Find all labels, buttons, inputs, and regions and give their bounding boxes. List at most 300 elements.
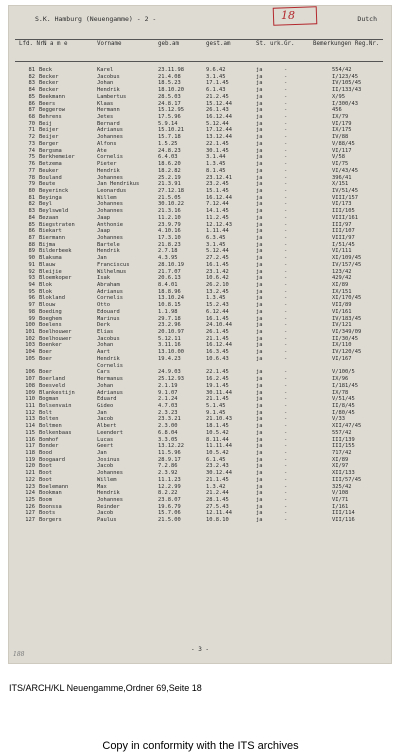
cell-surname: Boelens [39, 322, 62, 329]
cell-surname: Becker [39, 80, 59, 87]
cell-nr: 83 [28, 208, 35, 215]
cell-born: 9.1.07 [158, 389, 178, 396]
cell-born: 1.1.98 [158, 308, 178, 315]
cell-born: 29.7.18 [158, 315, 181, 322]
table-row [13, 80, 385, 87]
cell-died: 17.12.44 [206, 127, 232, 134]
cell-first-name: Johannes [97, 174, 123, 181]
cell-surname: Boelhouwer [39, 329, 72, 336]
cell-born: 4.7.03 [158, 402, 178, 409]
cell-first-name: Albert [97, 423, 117, 430]
cell-died: 15.12.44 [206, 100, 232, 107]
col-born: geb.am [158, 41, 179, 47]
table-row [13, 175, 385, 182]
cell-born: 15.7.06 [158, 510, 181, 517]
table-row [13, 121, 385, 128]
cell-surname: Bolsenvain [39, 402, 72, 409]
cell-st-urk: ja [256, 443, 263, 450]
cell-died: 21.1.45 [206, 396, 229, 403]
cell-first-name: Alfons [97, 140, 117, 147]
cell-surname: Blok [39, 288, 52, 295]
cell-st-urk: ja [256, 154, 263, 161]
cell-gr: - [284, 456, 288, 463]
cell-first-name: Elias [97, 329, 114, 336]
cell-nr: 84 [28, 214, 35, 221]
cell-first-name: Aart [97, 349, 110, 356]
cell-first-name: Leonardus [97, 187, 127, 194]
cell-died: 5.1.45 [206, 402, 226, 409]
cell-first-name: Jacobus [97, 335, 120, 342]
cell-surname: Bergsma [39, 147, 62, 154]
cell-remarks: III/155 [332, 443, 355, 450]
cell-remarks: III/105 [332, 208, 355, 215]
cell-nr: 93 [28, 275, 35, 282]
cell-st-urk: ja [256, 315, 263, 322]
cell-remarks: IX/96 [332, 376, 349, 383]
table-row [13, 396, 385, 403]
cell-nr: 104 [25, 349, 35, 356]
cell-st-urk: ja [256, 335, 263, 342]
cell-gr: - [284, 228, 288, 235]
cell-died: 16.12.44 [206, 342, 232, 349]
cell-gr: - [284, 100, 288, 107]
table-row [13, 255, 385, 262]
cell-st-urk: ja [256, 510, 263, 517]
cell-born: 2.1.19 [158, 382, 178, 389]
cell-surname: Blouw [39, 302, 56, 309]
cell-remarks: X/151 [332, 181, 349, 188]
cell-first-name: Paulus [97, 517, 117, 524]
cell-died: 21.10.43 [206, 416, 232, 423]
cell-remarks: XII/47/45 [332, 423, 362, 430]
cell-st-urk: ja [256, 187, 263, 194]
col-st-urk: St. urk. [256, 41, 284, 47]
cell-born: 4.10.16 [158, 228, 181, 235]
cell-died: 6.12.44 [206, 308, 229, 315]
cell-st-urk: ja [256, 282, 263, 288]
cell-nr: 94 [28, 282, 35, 288]
cell-remarks: I/80/45 [332, 409, 355, 416]
cell-remarks: XI/97 [332, 463, 349, 470]
cell-remarks: IX/175 [332, 127, 352, 134]
cell-st-urk: ja [256, 409, 263, 416]
cell-born: 3.11.16 [158, 342, 181, 349]
cell-died: 1.3.45 [206, 161, 226, 168]
table-row [13, 309, 385, 316]
cell-born: 28.9.17 [158, 456, 181, 463]
cell-surname: Boesveld [39, 382, 65, 389]
cell-st-urk: ja [256, 517, 263, 524]
cell-st-urk: ja [256, 449, 263, 456]
cell-born: 5.9.14 [158, 120, 178, 127]
table-row [13, 141, 385, 148]
col-died: gest.am [206, 41, 231, 47]
cell-st-urk: ja [256, 349, 263, 356]
cell-born: 17.5.96 [158, 114, 181, 121]
cell-nr: 122 [25, 476, 35, 483]
cell-gr: - [284, 510, 288, 517]
cell-gr: - [284, 134, 288, 141]
table-row [13, 181, 385, 188]
table-row [13, 484, 385, 491]
cell-gr: - [284, 376, 288, 383]
table-row [13, 127, 385, 134]
cell-gr: - [284, 87, 288, 94]
cell-remarks: VI/71 [332, 497, 349, 503]
cell-surname: Boer [39, 349, 52, 356]
table-row [13, 510, 385, 517]
cell-nr: 96 [28, 295, 35, 302]
cell-first-name: Jan [97, 255, 107, 262]
cell-surname: Beyerinck [39, 187, 69, 194]
cell-first-name: Adrianus [97, 288, 123, 295]
cell-st-urk: ja [256, 302, 263, 309]
cell-st-urk: ja [256, 221, 263, 228]
cell-gr: - [284, 463, 288, 470]
cell-remarks: II/133/43 [332, 87, 362, 94]
cell-remarks: V/100/5 [332, 369, 355, 376]
cell-gr: - [284, 449, 288, 456]
cell-st-urk: ja [256, 389, 263, 396]
cell-first-name: Adrianus [97, 127, 123, 134]
table-row [13, 437, 385, 444]
cell-gr: - [284, 234, 288, 241]
cell-st-urk: ja [256, 376, 263, 383]
cell-died: 23.12.41 [206, 174, 232, 181]
table-row [13, 242, 385, 249]
cell-died: 12.11.44 [206, 510, 232, 517]
cell-gr: - [284, 241, 288, 248]
cell-st-urk: ja [256, 369, 263, 376]
cell-died: 21.2.44 [206, 490, 229, 497]
cell-nr: 87 [28, 107, 35, 114]
cell-first-name: Ate [97, 147, 107, 154]
cell-nr: 73 [28, 140, 35, 147]
cell-remarks: 456 [332, 107, 342, 114]
cell-surname: Bouland [39, 174, 62, 181]
cell-nr: 70 [28, 120, 35, 127]
cell-nr: 101 [25, 329, 35, 336]
cell-died: 18.1.45 [206, 423, 229, 430]
cell-remarks: I/300/43 [332, 100, 358, 107]
cell-died: 17.1.45 [206, 80, 229, 87]
cell-died: 9.6.42 [206, 67, 226, 73]
cell-first-name: Anthonie [97, 221, 123, 228]
table-row [13, 262, 385, 269]
cell-st-urk: ja [256, 416, 263, 423]
cell-surname: Boltmen [39, 423, 62, 430]
cell-st-urk: ja [256, 490, 263, 497]
cell-died: 10.8.10 [206, 517, 229, 524]
cell-born: 23.3.21 [158, 416, 181, 423]
cell-died: 26.2.10 [206, 282, 229, 288]
cell-remarks: VIII/157 [332, 194, 358, 201]
cell-surname: Blok [39, 282, 52, 288]
cell-first-name: Geert [97, 443, 114, 450]
cell-st-urk: ja [256, 382, 263, 389]
cell-gr: - [284, 114, 288, 121]
table-row [13, 497, 385, 504]
cell-gr: - [284, 416, 288, 423]
cell-born: 28.5.03 [158, 93, 181, 100]
cell-first-name: Jacob [97, 463, 114, 470]
cell-remarks: VII/116 [332, 517, 355, 524]
cell-nr: 80 [28, 187, 35, 194]
cell-nr: 111 [25, 402, 35, 409]
cell-st-urk: ja [256, 161, 263, 168]
page-footer: - 3 - [190, 646, 210, 653]
cell-nr: 79 [28, 181, 35, 188]
cell-remarks: IV/121 [332, 322, 352, 329]
cell-first-name: Jaap [97, 228, 110, 235]
cell-first-name: Klaas [97, 100, 114, 107]
document-scan [9, 6, 391, 663]
cell-died: 16.1.45 [206, 261, 229, 268]
cell-nr: 74 [28, 147, 35, 154]
cell-born: 2.3.23 [158, 409, 178, 416]
cell-remarks: VI/161 [332, 308, 352, 315]
cell-born: 21.3.91 [158, 181, 181, 188]
cell-gr: - [284, 67, 288, 73]
cell-first-name: Lucas [97, 436, 114, 443]
cell-gr: - [284, 194, 288, 201]
cell-first-name: Derk [97, 322, 110, 329]
cell-nr: 98 [28, 308, 35, 315]
cell-gr: - [284, 483, 288, 490]
cell-gr: - [284, 201, 288, 208]
cell-nr: 120 [25, 463, 35, 470]
cell-surname: Blaksma [39, 255, 62, 262]
cell-nr: 81 [28, 194, 35, 201]
cell-remarks: 325/42 [332, 483, 352, 490]
cell-remarks: VI/173 [332, 201, 352, 208]
cell-nr: 95 [28, 288, 35, 295]
cell-st-urk: ja [256, 295, 263, 302]
cell-born: 11.1.23 [158, 476, 181, 483]
cell-first-name: Johannes [97, 470, 123, 477]
table-row [13, 363, 385, 370]
table-row [13, 248, 385, 255]
cell-st-urk: ja [256, 322, 263, 329]
cell-surname: Boelemann [39, 483, 69, 490]
cell-first-name: Hendrik [97, 490, 120, 497]
cell-first-name: Leendert [97, 429, 123, 436]
cell-died: 3.1.45 [206, 241, 226, 248]
cell-gr: - [284, 409, 288, 416]
cell-first-name: Jacob [97, 510, 114, 517]
cell-first-name: Lambertus [97, 93, 127, 100]
cell-gr: - [284, 402, 288, 409]
cell-remarks: VI/75 [332, 161, 349, 168]
table-row [13, 457, 385, 464]
cell-surname: Berger [39, 140, 59, 147]
cell-first-name: Edouard [97, 308, 120, 315]
cell-born: 21.8.23 [158, 241, 181, 248]
cell-st-urk: ja [256, 503, 263, 510]
cell-first-name: Johannes [97, 208, 123, 215]
cell-remarks: VI/117 [332, 147, 352, 154]
cell-died: 13.2.45 [206, 288, 229, 295]
conformity-caption: Copy in conformity with the ITS archives [102, 740, 299, 752]
cell-nr: 114 [25, 423, 35, 430]
cell-remarks: III/57/45 [332, 476, 362, 483]
cell-died: 27.2.45 [206, 255, 229, 262]
cell-born: 13.10.24 [158, 295, 184, 302]
cell-remarks: VI/43/45 [332, 167, 358, 174]
cell-surname: Bolten [39, 416, 59, 423]
cell-nr: 92 [28, 268, 35, 275]
table-row [13, 67, 385, 74]
table-row [13, 87, 385, 94]
cell-st-urk: ja [256, 127, 263, 134]
cell-gr: - [284, 369, 288, 376]
cell-remarks: IV/120/45 [332, 349, 362, 356]
cell-nr: 87 [28, 234, 35, 241]
cell-died: 16.12.44 [206, 114, 232, 121]
cell-remarks: V/88/45 [332, 140, 355, 147]
cell-remarks: IX/151 [332, 288, 352, 295]
header-rule-bottom [15, 61, 383, 62]
cell-first-name: Cornelis [97, 295, 123, 302]
cell-surname: Boogaard [39, 456, 65, 463]
table-row [13, 195, 385, 202]
cell-nr: 85 [28, 221, 35, 228]
cell-born: 1.5.25 [158, 140, 178, 147]
cell-remarks: XII/133 [332, 470, 355, 477]
cell-st-urk: ja [256, 241, 263, 248]
cell-nr: 82 [28, 73, 35, 80]
cell-nr: 103 [25, 342, 35, 349]
cell-surname: Bolt [39, 409, 52, 416]
cell-remarks: I/181/45 [332, 382, 358, 389]
cell-died: 19.1.45 [206, 382, 229, 389]
cell-died: 22.1.45 [206, 140, 229, 147]
cell-gr: - [284, 107, 288, 114]
cell-remarks: IX/110 [332, 342, 352, 349]
cell-died: 21.2.45 [206, 93, 229, 100]
table-row [13, 403, 385, 410]
cell-first-name: Cornelis [97, 362, 123, 369]
cell-first-name: Hermann [97, 107, 120, 114]
cell-remarks: XI/109/45 [332, 255, 362, 262]
cell-born: 18.8.96 [158, 288, 181, 295]
cell-first-name: Johannes [97, 497, 123, 503]
cell-died: 15.1.45 [206, 187, 229, 194]
cell-first-name: Hendrik [97, 167, 120, 174]
cell-surname: Berkhemeier [39, 154, 75, 161]
cell-nr: 68 [28, 114, 35, 121]
cell-died: 23.2.43 [206, 463, 229, 470]
cell-surname: Beekmann [39, 93, 65, 100]
cell-surname: Boelhouwer [39, 335, 72, 342]
cell-gr: - [284, 342, 288, 349]
table-row [13, 443, 385, 450]
cell-remarks: IV/157/45 [332, 261, 362, 268]
cell-surname: Biekart [39, 228, 62, 235]
cell-gr: - [284, 255, 288, 262]
cell-born: 10.8.15 [158, 302, 181, 309]
cell-nr: 86 [28, 100, 35, 107]
cell-surname: Bijma [39, 241, 56, 248]
cell-died: 15.2.43 [206, 302, 229, 309]
cell-born: 11.5.96 [158, 449, 181, 456]
cell-nr: 107 [25, 376, 35, 383]
cell-st-urk: ja [256, 80, 263, 87]
cell-st-urk: ja [256, 181, 263, 188]
cell-born: 30.10.22 [158, 201, 184, 208]
cell-st-urk: ja [256, 100, 263, 107]
cell-first-name: Otto [97, 302, 110, 309]
cell-st-urk: ja [256, 463, 263, 470]
table-row [13, 416, 385, 423]
cell-born: 25.12.93 [158, 376, 184, 383]
cell-died: 23.1.42 [206, 268, 229, 275]
cell-remarks: VI/111 [332, 248, 352, 255]
table-row [13, 201, 385, 208]
cell-remarks: V/51/45 [332, 396, 355, 403]
cell-born: 24.8.23 [158, 147, 181, 154]
cell-born: 21.5.05 [158, 194, 181, 201]
cell-born: 23.2.96 [158, 322, 181, 329]
cell-surname: Becker [39, 87, 59, 94]
cell-first-name: Abraham [97, 282, 120, 288]
margin-note: 188 [13, 651, 25, 658]
cell-remarks: VII/89 [332, 302, 352, 309]
cell-st-urk: ja [256, 268, 263, 275]
cell-gr: - [284, 329, 288, 336]
table-row [13, 222, 385, 229]
cell-first-name: Jetes [97, 114, 114, 121]
table-row [13, 114, 385, 121]
cell-surname: Boenker [39, 342, 62, 349]
cell-surname: Bogman [39, 396, 59, 403]
cell-remarks: III/107 [332, 228, 355, 235]
cell-born: 19.6.79 [158, 503, 181, 510]
cell-st-urk: ja [256, 201, 263, 208]
cell-st-urk: ja [256, 342, 263, 349]
cell-remarks: II/30/45 [332, 335, 358, 342]
cell-died: 30.12.44 [206, 470, 232, 477]
cell-nr: 86 [28, 228, 35, 235]
table-row [13, 148, 385, 155]
cell-surname: Bood [39, 449, 52, 456]
cell-gr: - [284, 214, 288, 221]
cell-born: 21.5.00 [158, 517, 181, 524]
cell-nr: 102 [25, 335, 35, 342]
cell-st-urk: ja [256, 436, 263, 443]
table-row [13, 470, 385, 477]
cell-born: 18.2.82 [158, 167, 181, 174]
cell-gr: - [284, 315, 288, 322]
cell-first-name: Hermanus [97, 376, 123, 383]
cell-nr: 84 [28, 87, 35, 94]
cell-born: 15.10.21 [158, 127, 184, 134]
cell-died: 21.1.45 [206, 335, 229, 342]
cell-nr: 88 [28, 241, 35, 248]
cell-gr: - [284, 140, 288, 147]
table-row [13, 107, 385, 114]
cell-born: 15.7.18 [158, 134, 181, 141]
cell-gr: - [284, 389, 288, 396]
cell-died: 10.6.42 [206, 275, 229, 282]
cell-nr: 113 [25, 416, 35, 423]
cell-remarks: IV/88 [332, 134, 349, 141]
cell-st-urk: ja [256, 288, 263, 295]
cell-died: 7.12.44 [206, 201, 229, 208]
cell-died: 10.5.42 [206, 449, 229, 456]
cell-st-urk: ja [256, 234, 263, 241]
cell-st-urk: ja [256, 114, 263, 121]
